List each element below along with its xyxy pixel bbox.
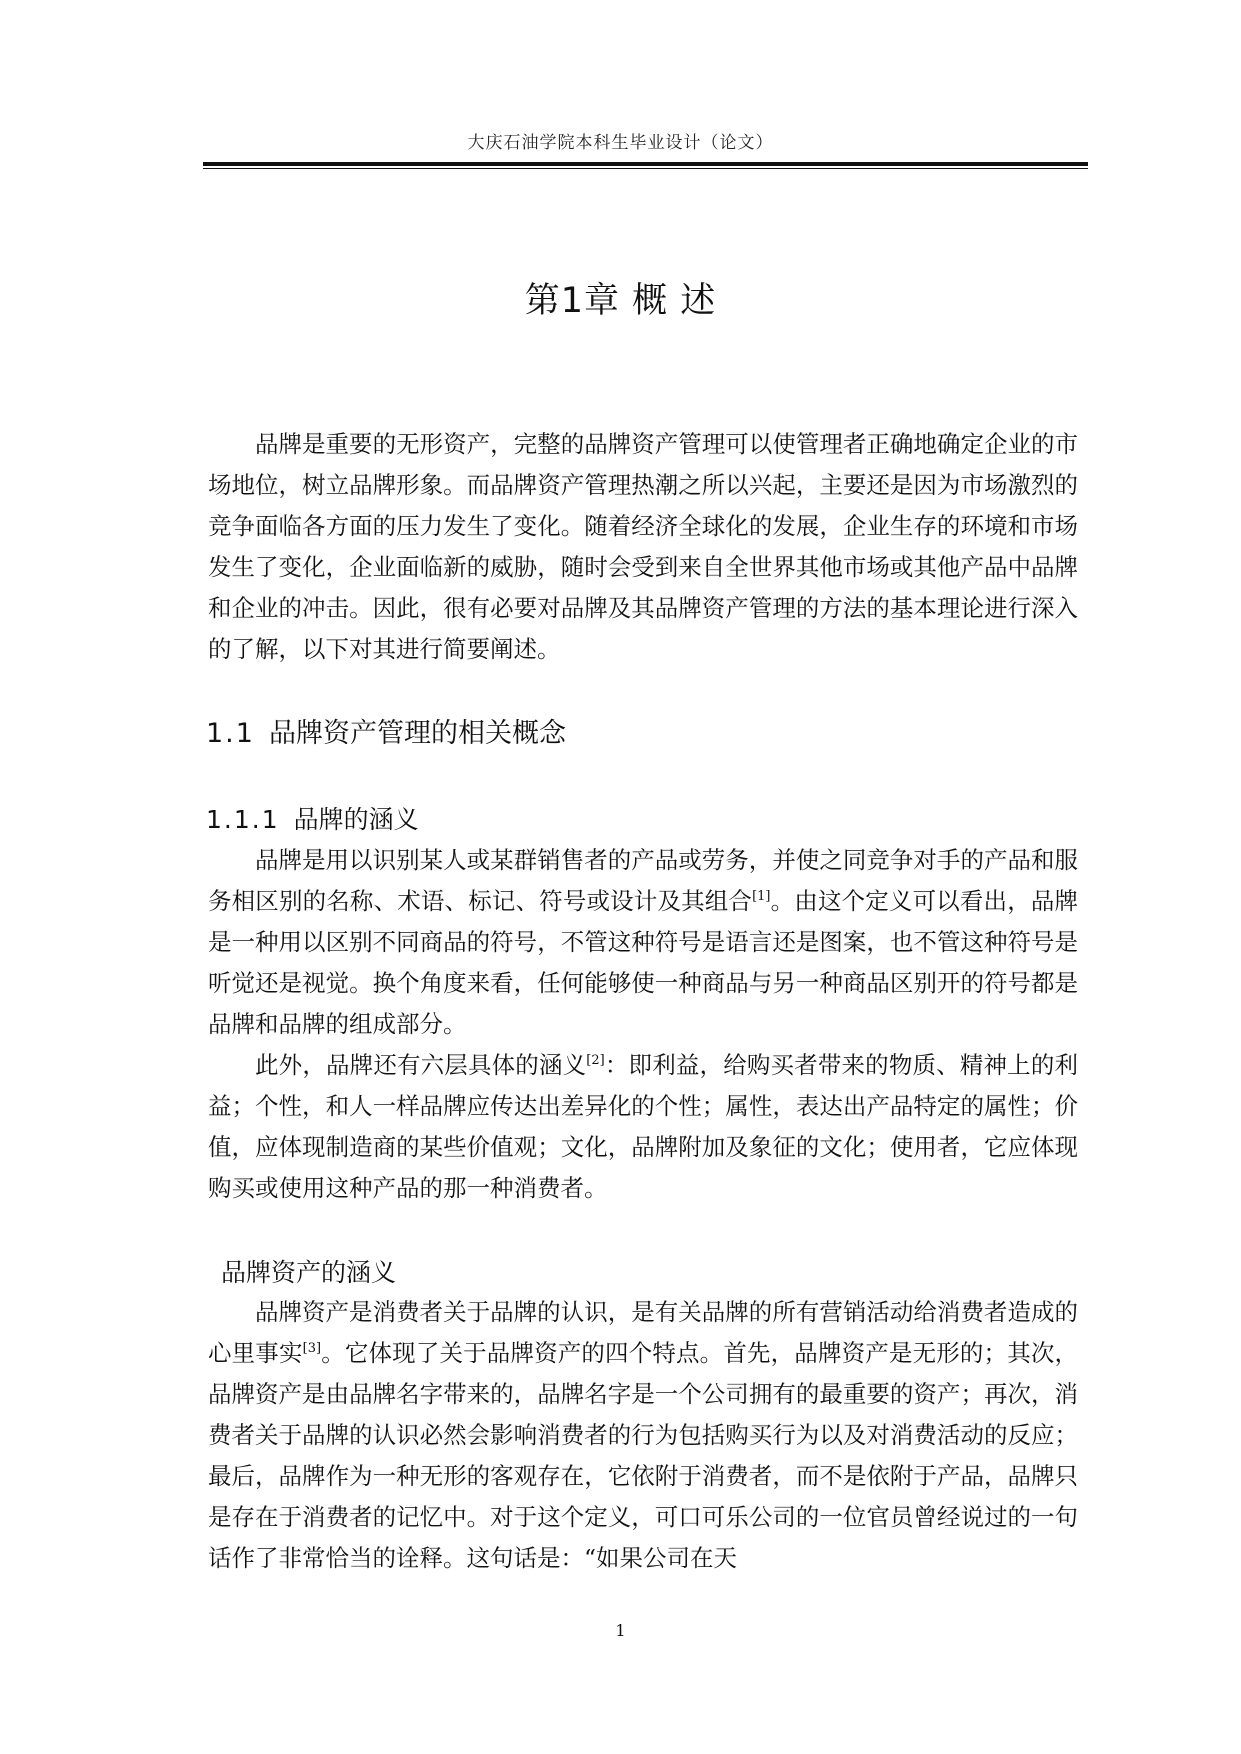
subsection-number: 1.1.1 [206, 805, 280, 834]
paragraph-text: 此外，品牌还有六层具体的涵义 [255, 1051, 587, 1079]
subsection-heading-1-1-1 [206, 803, 419, 837]
section-heading-1-1 [206, 716, 566, 752]
page-number: 1 [615, 1621, 626, 1640]
section-title: 品牌资产管理的相关概念 [268, 718, 566, 749]
section-number: 1.1 [206, 718, 255, 749]
running-header: 大庆石油学院本科生毕业设计（论文） [467, 133, 774, 153]
brand-meaning-paragraph [208, 1045, 1078, 1209]
header-rule-thin [203, 168, 1088, 169]
paragraph-text: ：即利益，给购买者带来的物质、精神上的利益；个性，和人一样品牌应传达出差异化的个性；属性，表达出产品特定的属性；价值，应体现制造商的某些价值观；文化，品牌附加及象征的文化；使用者，它应体现购买或使用这种产品的那一种消费者。 [208, 1051, 1078, 1202]
brand-equity-paragraph [208, 1292, 1078, 1579]
citation-ref-2: [2] [586, 1053, 605, 1069]
subsection-title: 品牌的涵义 [293, 805, 419, 834]
subsection-heading-brand-equity: 品牌资产的涵义 [221, 1258, 397, 1287]
citation-ref-3: [3] [302, 1341, 322, 1357]
paragraph-text: 品牌是用以识别某人或某群销售者的产品或劳务，并使之同竞争对手的产品和服务相区别的名称、术语、标记、符号或设计及其组合 [208, 846, 1078, 915]
brand-definition-paragraph [208, 840, 1078, 1045]
header-rule-thick [203, 162, 1088, 166]
paragraph-text: 。它体现了关于品牌资产的四个特点。首先，品牌资产是无形的；其次，品牌资产是由品牌名字带来的，品牌名字是一个公司拥有的最重要的资产；再次，消费者关于品牌的认识必然会影响消费者的行为包括购买行为以及对消费活动的反应；最后，品牌作为一种无形的客观存在，它依附于消费者，而不是依附于产品，品牌只是存在于消费者的记忆中。对于这个定义，可口可乐公司的一位官员曾经说过的一句话作了非常恰当的诠释。这句话是：“如果公司在天 [208, 1339, 1079, 1572]
chapter-title: 第1章 概 述 [524, 281, 717, 321]
citation-ref-1: [1] [752, 889, 771, 905]
paragraph-text: 。由这个定义可以看出，品牌是一种用以区别不同商品的符号，不管这种符号是语言还是图案，也不管这种符号是听觉还是视觉。换个角度来看，任何能够使一种商品与另一种商品区别开的符号都是品牌和品牌的组成部分。 [208, 887, 1079, 1038]
paragraph-text: 品牌资产是消费者关于品牌的认识，是有关品牌的所有营销活动给消费者造成的心里事实 [208, 1298, 1078, 1367]
intro-paragraph: 品牌是重要的无形资产，完整的品牌资产管理可以使管理者正确地确定企业的市场地位，树立品牌形象。而品牌资产管理热潮之所以兴起，主要还是因为市场激烈的竞争面临各方面的压力发生了变化。随着经济全球化的发展，企业生存的环境和市场发生了变化，企业面临新的威胁，随时会受到来自全世界其他市场或其他产品中品牌和企业的冲击。因此，很有必要对品牌及其品牌资产管理的方法的基本理论进行深入的了解，以下对其进行简要阐述。 [208, 430, 1078, 663]
